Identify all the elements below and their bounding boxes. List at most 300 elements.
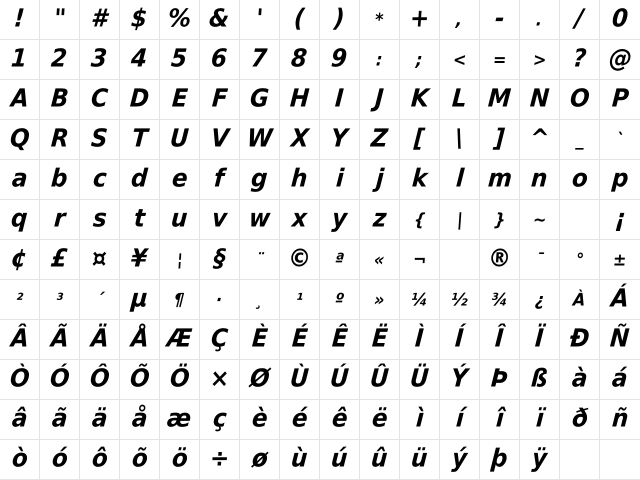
glyph-character: é xyxy=(290,404,309,433)
glyph-cell[interactable] xyxy=(120,120,160,160)
glyph-cell[interactable] xyxy=(0,440,40,480)
glyph-cell[interactable] xyxy=(480,40,520,80)
glyph-cell[interactable] xyxy=(600,160,640,200)
glyph-cell[interactable] xyxy=(520,40,560,80)
glyph-character: ê xyxy=(330,404,349,433)
glyph-cell[interactable] xyxy=(360,400,400,440)
glyph-character: ý xyxy=(451,444,469,473)
glyph-cell[interactable] xyxy=(280,440,320,480)
glyph-cell[interactable] xyxy=(200,360,240,400)
glyph-character: × xyxy=(208,364,231,393)
glyph-character: ù xyxy=(290,444,309,473)
glyph-cell[interactable] xyxy=(160,0,200,40)
glyph-cell[interactable] xyxy=(0,400,40,440)
glyph-character: # xyxy=(90,4,109,33)
glyph-cell[interactable] xyxy=(400,120,440,160)
glyph-cell[interactable] xyxy=(80,200,120,240)
glyph-cell[interactable] xyxy=(440,0,480,40)
glyph-cell[interactable] xyxy=(240,200,280,240)
glyph-cell[interactable] xyxy=(320,80,360,120)
glyph-cell[interactable] xyxy=(480,200,520,240)
glyph-cell[interactable] xyxy=(400,400,440,440)
glyph-character: n xyxy=(530,164,549,193)
glyph-cell[interactable] xyxy=(440,40,480,80)
glyph-character: m xyxy=(486,164,513,193)
glyph-cell[interactable] xyxy=(120,0,160,40)
glyph-character: t xyxy=(133,204,147,233)
glyph-character: Ø xyxy=(248,364,271,393)
glyph-cell[interactable] xyxy=(480,240,520,280)
glyph-cell[interactable] xyxy=(40,400,80,440)
glyph-character: - xyxy=(493,4,506,33)
glyph-cell[interactable] xyxy=(520,0,560,40)
glyph-cell[interactable] xyxy=(0,80,40,120)
glyph-cell[interactable] xyxy=(80,80,120,120)
glyph-cell[interactable] xyxy=(280,120,320,160)
glyph-cell[interactable] xyxy=(80,400,120,440)
glyph-cell[interactable] xyxy=(240,240,280,280)
glyph-cell[interactable] xyxy=(0,320,40,360)
glyph-cell[interactable] xyxy=(120,400,160,440)
glyph-cell[interactable] xyxy=(80,320,120,360)
glyph-cell[interactable] xyxy=(40,240,80,280)
glyph-cell[interactable] xyxy=(400,80,440,120)
glyph-cell[interactable] xyxy=(240,440,280,480)
glyph-cell[interactable] xyxy=(200,80,240,120)
glyph-cell[interactable] xyxy=(280,360,320,400)
glyph-cell[interactable] xyxy=(0,200,40,240)
glyph-cell[interactable] xyxy=(360,160,400,200)
glyph-character: u xyxy=(170,204,189,233)
glyph-character: Ê xyxy=(330,324,349,353)
glyph-cell[interactable] xyxy=(440,240,480,280)
glyph-character: ç xyxy=(211,404,228,433)
glyph-cell[interactable] xyxy=(200,240,240,280)
glyph-cell[interactable] xyxy=(520,80,560,120)
glyph-character: } xyxy=(493,208,506,230)
glyph-cell[interactable] xyxy=(40,280,80,320)
glyph-character: j xyxy=(374,164,385,193)
glyph-character: N xyxy=(528,84,551,113)
glyph-cell[interactable] xyxy=(320,240,360,280)
glyph-cell[interactable] xyxy=(40,160,80,200)
glyph-character: > xyxy=(532,48,547,70)
glyph-cell[interactable] xyxy=(600,0,640,40)
glyph-character: F xyxy=(210,84,229,113)
glyph-cell[interactable] xyxy=(560,240,600,280)
glyph-character: p xyxy=(610,164,630,193)
glyph-cell[interactable] xyxy=(480,160,520,200)
glyph-cell[interactable] xyxy=(400,440,440,480)
glyph-cell[interactable] xyxy=(200,120,240,160)
glyph-character: I xyxy=(334,84,345,113)
glyph-cell[interactable] xyxy=(520,320,560,360)
glyph-cell[interactable] xyxy=(240,0,280,40)
glyph-cell[interactable] xyxy=(520,240,560,280)
glyph-cell[interactable] xyxy=(600,40,640,80)
glyph-character: ß xyxy=(530,364,549,393)
glyph-character: Ã xyxy=(49,324,70,353)
glyph-character: ? xyxy=(571,44,588,73)
glyph-character: 8 xyxy=(290,44,309,73)
glyph-cell[interactable] xyxy=(520,400,560,440)
glyph-character: Ï xyxy=(534,324,545,353)
glyph-cell[interactable] xyxy=(400,240,440,280)
glyph-cell[interactable] xyxy=(520,160,560,200)
glyph-cell[interactable] xyxy=(320,120,360,160)
glyph-cell[interactable] xyxy=(320,0,360,40)
glyph-cell[interactable] xyxy=(440,160,480,200)
glyph-cell[interactable] xyxy=(520,120,560,160)
glyph-character: k xyxy=(410,164,429,193)
glyph-cell[interactable] xyxy=(120,360,160,400)
glyph-cell[interactable] xyxy=(480,400,520,440)
glyph-cell[interactable] xyxy=(280,40,320,80)
glyph-cell[interactable] xyxy=(520,440,560,480)
glyph-character: Q xyxy=(8,124,31,153)
glyph-cell[interactable] xyxy=(480,280,520,320)
glyph-character: K xyxy=(409,84,430,113)
glyph-cell[interactable] xyxy=(280,400,320,440)
glyph-character: & xyxy=(208,4,231,33)
glyph-cell[interactable] xyxy=(40,360,80,400)
glyph-character: © xyxy=(287,244,313,273)
glyph-cell[interactable] xyxy=(200,280,240,320)
glyph-character: c xyxy=(91,164,108,193)
glyph-character: ÷ xyxy=(208,444,231,473)
glyph-character: º xyxy=(334,288,345,310)
glyph-cell[interactable] xyxy=(360,40,400,80)
glyph-cell[interactable] xyxy=(280,200,320,240)
glyph-cell[interactable] xyxy=(560,360,600,400)
glyph-cell[interactable] xyxy=(560,320,600,360)
glyph-cell[interactable] xyxy=(240,80,280,120)
glyph-cell[interactable] xyxy=(160,440,200,480)
glyph-cell[interactable] xyxy=(120,80,160,120)
glyph-character: ü xyxy=(410,444,429,473)
glyph-cell[interactable] xyxy=(360,240,400,280)
glyph-cell[interactable] xyxy=(320,160,360,200)
glyph-cell[interactable] xyxy=(160,320,200,360)
glyph-cell[interactable] xyxy=(560,120,600,160)
glyph-character: · xyxy=(215,288,224,310)
glyph-character: \ xyxy=(454,124,465,153)
glyph-character: z xyxy=(371,204,388,233)
glyph-cell[interactable] xyxy=(280,80,320,120)
glyph-character: æ xyxy=(166,404,193,433)
glyph-character: , xyxy=(455,8,464,30)
glyph-cell[interactable] xyxy=(320,360,360,400)
glyph-character: 9 xyxy=(330,44,349,73)
glyph-character: ¨ xyxy=(254,248,265,270)
glyph-cell[interactable] xyxy=(0,240,40,280)
glyph-character: § xyxy=(212,244,227,273)
glyph-character: ) xyxy=(333,4,346,33)
glyph-cell[interactable] xyxy=(160,120,200,160)
glyph-cell[interactable] xyxy=(320,280,360,320)
glyph-cell[interactable] xyxy=(560,40,600,80)
glyph-character: H xyxy=(288,84,311,113)
glyph-cell[interactable] xyxy=(480,80,520,120)
glyph-cell[interactable] xyxy=(480,360,520,400)
glyph-cell[interactable] xyxy=(120,240,160,280)
glyph-character: Ý xyxy=(450,364,469,393)
glyph-cell[interactable] xyxy=(320,320,360,360)
glyph-cell[interactable] xyxy=(200,400,240,440)
glyph-character: Ù xyxy=(289,364,310,393)
glyph-character: ¹ xyxy=(295,288,304,310)
glyph-cell[interactable] xyxy=(600,280,640,320)
glyph-cell[interactable] xyxy=(200,320,240,360)
glyph-character: £ xyxy=(50,244,69,273)
glyph-character: ® xyxy=(487,244,513,273)
glyph-cell[interactable] xyxy=(360,440,400,480)
glyph-cell[interactable] xyxy=(0,160,40,200)
glyph-character: á xyxy=(611,364,629,393)
glyph-cell[interactable] xyxy=(240,280,280,320)
glyph-character: ÿ xyxy=(531,444,549,473)
glyph-cell[interactable] xyxy=(360,80,400,120)
glyph-character: / xyxy=(574,4,585,33)
glyph-character: É xyxy=(290,324,309,353)
glyph-character: 3 xyxy=(90,44,109,73)
glyph-cell[interactable] xyxy=(360,320,400,360)
glyph-cell[interactable] xyxy=(320,400,360,440)
glyph-cell[interactable] xyxy=(600,400,640,440)
glyph-character: < xyxy=(452,48,467,70)
glyph-character: Û xyxy=(369,364,390,393)
glyph-character: õ xyxy=(130,444,149,473)
glyph-character: ò xyxy=(10,444,29,473)
glyph-cell[interactable] xyxy=(240,120,280,160)
glyph-character: i xyxy=(334,164,345,193)
glyph-cell[interactable] xyxy=(240,320,280,360)
glyph-cell[interactable] xyxy=(280,0,320,40)
glyph-character: = xyxy=(492,48,507,70)
glyph-character: ä xyxy=(90,404,109,433)
glyph-character: ½ xyxy=(450,288,469,310)
glyph-cell[interactable] xyxy=(440,320,480,360)
glyph-cell[interactable] xyxy=(360,0,400,40)
glyph-character: ð xyxy=(570,404,589,433)
glyph-cell[interactable] xyxy=(440,440,480,480)
glyph-cell[interactable] xyxy=(240,40,280,80)
glyph-cell[interactable] xyxy=(440,400,480,440)
glyph-character: À xyxy=(572,288,587,310)
glyph-cell[interactable] xyxy=(200,0,240,40)
glyph-character: w xyxy=(247,204,272,233)
glyph-character: » xyxy=(373,288,386,310)
glyph-cell[interactable] xyxy=(400,360,440,400)
glyph-character: S xyxy=(90,124,109,153)
glyph-cell[interactable] xyxy=(40,320,80,360)
glyph-character: ã xyxy=(50,404,69,433)
glyph-cell[interactable] xyxy=(560,280,600,320)
glyph-cell[interactable] xyxy=(80,0,120,40)
glyph-character: í xyxy=(454,404,465,433)
glyph-cell[interactable] xyxy=(120,280,160,320)
glyph-cell[interactable] xyxy=(200,440,240,480)
glyph-character: g xyxy=(250,164,269,193)
glyph-cell[interactable] xyxy=(0,360,40,400)
glyph-character: Ô xyxy=(88,364,111,393)
glyph-cell[interactable] xyxy=(160,400,200,440)
glyph-character: ö xyxy=(170,444,189,473)
glyph-cell[interactable] xyxy=(400,40,440,80)
glyph-cell[interactable] xyxy=(560,440,600,480)
glyph-character: Ö xyxy=(168,364,191,393)
glyph-cell[interactable] xyxy=(480,320,520,360)
glyph-cell[interactable] xyxy=(40,440,80,480)
glyph-character: ¿ xyxy=(534,288,545,310)
glyph-cell[interactable] xyxy=(0,40,40,80)
glyph-cell[interactable] xyxy=(160,160,200,200)
glyph-cell[interactable] xyxy=(520,280,560,320)
glyph-character: å xyxy=(130,404,149,433)
glyph-cell[interactable] xyxy=(400,160,440,200)
glyph-character: Ñ xyxy=(609,324,631,353)
glyph-character: G xyxy=(249,84,270,113)
glyph-cell[interactable] xyxy=(520,200,560,240)
glyph-cell[interactable] xyxy=(0,120,40,160)
glyph-cell[interactable] xyxy=(240,160,280,200)
glyph-cell[interactable] xyxy=(280,280,320,320)
glyph-character: Ó xyxy=(48,364,71,393)
glyph-cell[interactable] xyxy=(80,280,120,320)
glyph-character: J xyxy=(374,84,385,113)
glyph-cell[interactable] xyxy=(120,160,160,200)
glyph-character: û xyxy=(370,444,389,473)
glyph-cell[interactable] xyxy=(40,0,80,40)
glyph-character: ¼ xyxy=(410,288,429,310)
glyph-character: ! xyxy=(13,4,26,33)
glyph-character: X xyxy=(289,124,310,153)
glyph-cell[interactable] xyxy=(400,0,440,40)
glyph-cell[interactable] xyxy=(360,200,400,240)
glyph-cell[interactable] xyxy=(40,200,80,240)
glyph-cell[interactable] xyxy=(40,80,80,120)
glyph-cell[interactable] xyxy=(600,320,640,360)
glyph-cell[interactable] xyxy=(280,320,320,360)
glyph-cell[interactable] xyxy=(120,200,160,240)
glyph-character: ¥ xyxy=(130,244,149,273)
glyph-cell[interactable] xyxy=(120,440,160,480)
glyph-character: Y xyxy=(330,124,349,153)
glyph-cell[interactable] xyxy=(560,0,600,40)
glyph-cell[interactable] xyxy=(560,400,600,440)
glyph-cell[interactable] xyxy=(560,80,600,120)
glyph-cell[interactable] xyxy=(80,120,120,160)
glyph-cell[interactable] xyxy=(360,360,400,400)
glyph-cell[interactable] xyxy=(80,40,120,80)
glyph-character: Í xyxy=(454,324,465,353)
glyph-cell[interactable] xyxy=(560,200,600,240)
glyph-cell[interactable] xyxy=(280,240,320,280)
glyph-character: 1 xyxy=(10,44,29,73)
glyph-cell[interactable] xyxy=(200,40,240,80)
glyph-cell[interactable] xyxy=(440,280,480,320)
glyph-cell[interactable] xyxy=(360,280,400,320)
glyph-cell[interactable] xyxy=(600,240,640,280)
glyph-cell[interactable] xyxy=(600,200,640,240)
glyph-cell[interactable] xyxy=(600,360,640,400)
glyph-character: T xyxy=(130,124,149,153)
glyph-cell[interactable] xyxy=(440,360,480,400)
glyph-cell[interactable] xyxy=(160,280,200,320)
glyph-cell[interactable] xyxy=(520,360,560,400)
glyph-cell[interactable] xyxy=(600,440,640,480)
glyph-character: 2 xyxy=(50,44,69,73)
glyph-cell[interactable] xyxy=(240,400,280,440)
glyph-cell[interactable] xyxy=(560,160,600,200)
glyph-cell[interactable] xyxy=(40,40,80,80)
glyph-cell[interactable] xyxy=(120,40,160,80)
glyph-cell[interactable] xyxy=(440,200,480,240)
glyph-cell[interactable] xyxy=(240,360,280,400)
glyph-character: þ xyxy=(490,444,509,473)
glyph-cell[interactable] xyxy=(0,0,40,40)
glyph-character: C xyxy=(90,84,109,113)
glyph-cell[interactable] xyxy=(600,120,640,160)
glyph-character: P xyxy=(610,84,630,113)
glyph-character: Î xyxy=(494,324,505,353)
glyph-character: Á xyxy=(610,284,630,313)
glyph-character: Ú xyxy=(329,364,350,393)
glyph-character: [ xyxy=(413,124,426,153)
glyph-cell[interactable] xyxy=(400,320,440,360)
glyph-character: Þ xyxy=(490,364,510,393)
glyph-cell[interactable] xyxy=(80,240,120,280)
glyph-character: ¯ xyxy=(534,248,545,270)
glyph-cell[interactable] xyxy=(160,200,200,240)
glyph-cell[interactable] xyxy=(80,440,120,480)
glyph-cell[interactable] xyxy=(440,120,480,160)
glyph-character: ¬ xyxy=(412,248,427,270)
glyph-character: 7 xyxy=(250,44,269,73)
glyph-cell[interactable] xyxy=(80,160,120,200)
glyph-cell[interactable] xyxy=(440,80,480,120)
glyph-cell[interactable] xyxy=(160,40,200,80)
glyph-cell[interactable] xyxy=(400,200,440,240)
glyph-character: ; xyxy=(415,48,424,70)
glyph-cell[interactable] xyxy=(360,120,400,160)
glyph-cell[interactable] xyxy=(160,80,200,120)
glyph-character: ë xyxy=(370,404,389,433)
glyph-character: a xyxy=(10,164,29,193)
glyph-cell[interactable] xyxy=(160,360,200,400)
glyph-character: U xyxy=(169,124,190,153)
glyph-cell[interactable] xyxy=(480,120,520,160)
glyph-cell[interactable] xyxy=(320,40,360,80)
glyph-cell[interactable] xyxy=(120,320,160,360)
glyph-cell[interactable] xyxy=(0,280,40,320)
glyph-cell[interactable] xyxy=(400,280,440,320)
glyph-cell[interactable] xyxy=(280,160,320,200)
glyph-cell[interactable] xyxy=(320,440,360,480)
glyph-character: V xyxy=(209,124,230,153)
glyph-cell[interactable] xyxy=(160,240,200,280)
glyph-character: q xyxy=(10,204,29,233)
glyph-cell[interactable] xyxy=(200,200,240,240)
glyph-cell[interactable] xyxy=(600,80,640,120)
glyph-character: O xyxy=(568,84,591,113)
glyph-cell[interactable] xyxy=(40,120,80,160)
glyph-cell[interactable] xyxy=(200,160,240,200)
glyph-cell[interactable] xyxy=(480,0,520,40)
glyph-cell[interactable] xyxy=(480,440,520,480)
glyph-cell[interactable] xyxy=(80,360,120,400)
glyph-cell[interactable] xyxy=(320,200,360,240)
